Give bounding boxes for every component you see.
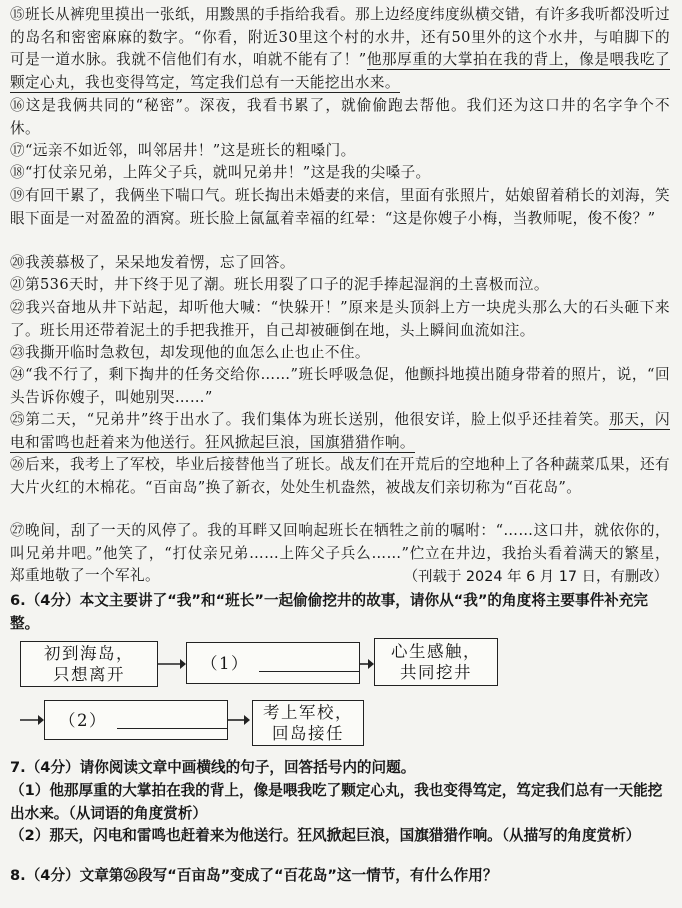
answer-blank-1[interactable] [259, 655, 359, 672]
event-box-2: （1） [186, 642, 360, 684]
paragraph-15 [10, 4, 670, 94]
event-box-1: 初到海岛， 只想离开 [20, 641, 158, 687]
underlined-sentence-2: 那天，闪电和雷鸣也赶着来为他送行。狂风掀起巨浪，国旗猎猎作响。 [10, 411, 670, 451]
source-note: （刊载于 2024 年 6 月 17 日，有删改） [403, 569, 668, 585]
paragraph-25: ㉕第二天，“兄弟井”终于出水了。我们集体为班长送别，他很安详，脸上似乎还挂着笑。那天，闪电和雷鸣也赶着来为他送行。狂风掀起巨浪，国旗猎猎作响。 [10, 411, 670, 451]
event-box-5: 考上军校， 回岛接任 [252, 700, 364, 746]
question-7: 7.（4分）请你阅读文章中画横线的句子，回答括号内的问题。 [10, 759, 416, 776]
paragraph-15-text: ⑮班长从裤兜里摸出一张纸，用黢黑的手指给我看。那上边经度纬度纵横交错，有许多我听都没听过的岛名和密密麻麻的数字。“你看，附近30里这个村的水井，还有50里外的这个水井，与咱脚下的可是一道水脉。我就不信他们有水，咱就不能有了！” [10, 6, 670, 69]
paragraph-16: ⑯这是我俩共同的“秘密”。深夜，我看书累了，就偷偷跑去帮他。我们还为这口井的名字争个不休。 [10, 97, 670, 137]
underlined-sentence-1: 他那厚重的大掌拍在我的背上，像是喂我吃了颗定心丸，我也变得笃定，笃定我们总有一天能挖出水来。 [10, 51, 670, 91]
paragraph-18: ⑱“打仗亲兄弟，上阵父子兵，就叫兄弟井！”这是我的尖嗓子。 [10, 164, 431, 181]
paragraph-23: ㉓我撕开临时急救包，却发现他的血怎么止也止不住。 [10, 344, 370, 361]
answer-blank-2[interactable] [117, 712, 227, 729]
paragraph-20: ⑳我羡慕极了，呆呆地发着愣，忘了回答。 [10, 254, 295, 271]
arrow-4-icon [228, 710, 250, 730]
arrow-2-icon [360, 654, 374, 674]
paragraph-19: ⑲有回干累了，我俩坐下喘口气。班长掏出未婚妻的来信，里面有张照片，姑娘留着稍长的刘海，笑眼下面是一对盈盈的酒窝。班长脸上氤氲着幸福的红晕：“这是你嫂子小梅，当教师呢，俊不俊？” [10, 187, 670, 227]
paragraph-17: ⑰“远亲不如近邻，叫邻居井！”这是班长的粗嗓门。 [10, 142, 356, 159]
event-box-3: 心生感触， 共同挖井 [374, 638, 498, 686]
arrow-3-icon [20, 710, 44, 730]
paragraph-21: ㉑第536天时，井下终于见了潮。班长用裂了口子的泥手捧起湿润的土喜极而泣。 [10, 276, 549, 293]
paragraph-27: ㉗晚间，刮了一天的风停了。我的耳畔又回响起班长在牺牲之前的嘱咐：“……这口井，就依你的，叫兄弟井吧。”他笑了，“打仗亲兄弟……上阵父子兵么……”伫立在井边，我抬头看着满天的繁星，郑重地敬了一个军礼。 [10, 522, 670, 585]
question-7-part-1: （1）他那厚重的大掌拍在我的背上，像是喂我吃了颗定心丸，我也变得笃定，笃定我们总有一天能挖出水来。（从词语的角度赏析） [10, 782, 663, 822]
event-box-4: （2） [44, 700, 228, 740]
arrow-1-icon [158, 654, 186, 674]
paragraph-26: ㉖后来，我考上了军校，毕业后接替他当了班长。战友们在开荒后的空地种上了各种蔬菜瓜果，还有大片火红的木棉花。“百亩岛”换了新衣，处处生机盎然，被战友们亲切称为“百花岛”。 [10, 456, 670, 496]
paragraph-22: ㉒我兴奋地从井下站起，却听他大喊：“快躲开！”原来是头顶斜上方一块虎头那么大的石头砸下来了。班长用还带着泥土的手把我推开，自己却被砸倒在地，头上瞬间血流如注。 [10, 299, 670, 339]
question-7-part-2: （2）那天，闪电和雷鸣也赶着来为他送行。狂风掀起巨浪，国旗猎猎作响。（从描写的角度赏析） [10, 827, 641, 844]
question-6: 6.（4分）本文主要讲了“我”和“班长”一起偷偷挖井的故事，请你从“我”的角度将主要事件补充完整。 [10, 592, 648, 632]
paragraph-24: ㉔“我不行了，剩下掏井的任务交给你……”班长呼吸急促，他颤抖地摸出随身带着的照片，说，“回头告诉你嫂子，叫她别哭……” [10, 366, 670, 406]
question-8: 8.（4分）文章第㉖段写“百亩岛”变成了“百花岛”这一情节，有什么作用？ [10, 867, 498, 884]
